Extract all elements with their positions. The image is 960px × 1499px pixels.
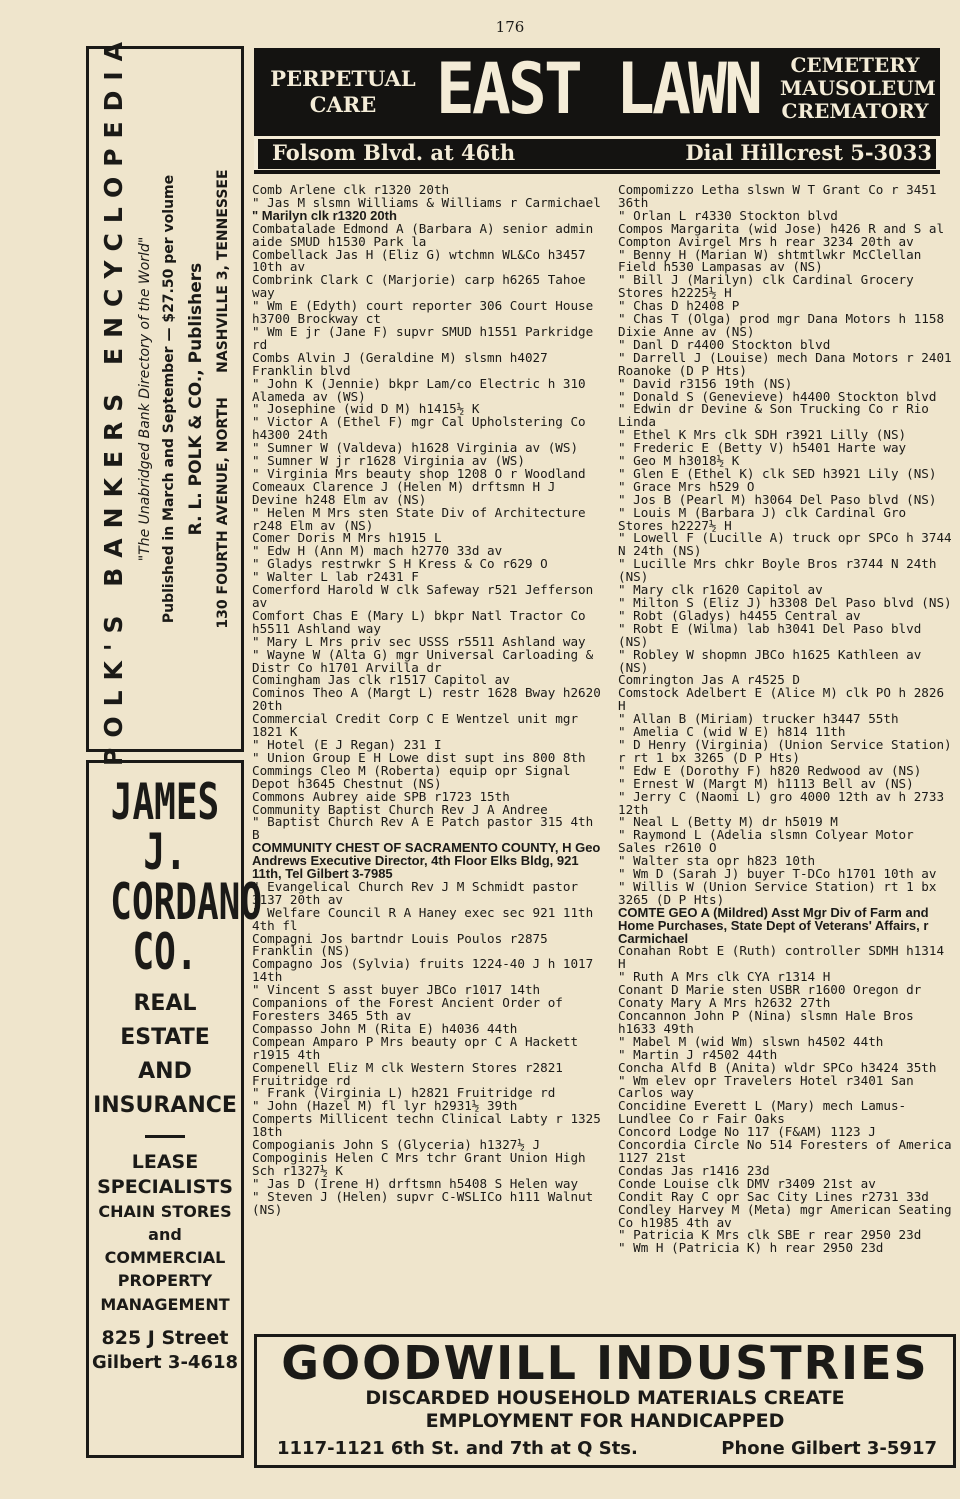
directory-entry-text: Condit Ray C opr Sac City Lines r2731 33d xyxy=(618,1188,929,1204)
directory-entry-text: Concidine Everett L (Mary) mech Lamus-Lundlee Co r Fair Oaks xyxy=(618,1098,907,1127)
directory-entry-text: Compton Avirgel Mrs h rear 3234 20th av xyxy=(618,233,914,249)
cordano-service-line: CHAIN STORES xyxy=(98,1201,232,1221)
directory-entry-text: Comeaux Clarence J (Helen M) drftsmn H J Devine h248 Elm av (NS) xyxy=(252,478,556,507)
polk-bankers-ad xyxy=(86,32,244,766)
directory-entry xyxy=(618,349,956,378)
cordano-name-line: J. xyxy=(143,823,187,881)
directory-entry xyxy=(252,220,608,249)
polk-ad-publisher: R. L. POLK & CO., Publishers xyxy=(186,262,207,536)
directory-entry-text: Compean Amparo P Mrs beauty opr C A Hackett r1915 4th xyxy=(252,1033,579,1062)
directory-entry xyxy=(618,1100,956,1126)
directory-entry xyxy=(618,736,956,765)
directory-entry xyxy=(252,713,608,739)
directory-entry-text: " Lowell F (Lucille A) truck opr SPCo h 3744 N 24th (NS) xyxy=(618,530,952,559)
goodwill-line1: DISCARDED HOUSEHOLD MATERIALS CREATE xyxy=(365,1387,845,1410)
cordano-service-line: PROPERTY xyxy=(117,1271,213,1291)
directory-entry xyxy=(618,313,956,339)
directory-entry xyxy=(618,184,956,210)
directory-entry xyxy=(252,1059,608,1088)
directory-entry-text: " Vincent S asst buyer JBCo r1017 14th xyxy=(252,982,541,998)
directory-entry xyxy=(252,349,608,378)
directory-entry xyxy=(618,246,956,275)
east-lawn-right-line: MAUSOLEUM xyxy=(780,76,936,100)
directory-entry xyxy=(252,375,608,404)
directory-entry-text: " Wm E jr (Jane F) supvr SMUD h1551 Parkridge rd xyxy=(252,323,594,352)
directory-entry-text: Compos Margarita (wid Jose) h426 R and S al xyxy=(618,220,945,236)
directory-entry xyxy=(252,607,608,636)
directory-entry-text: " Baptist Church Rev A E Patch pastor 315 4th B xyxy=(252,814,594,843)
directory-entry-text: " Martin J r4502 44th xyxy=(618,1046,778,1062)
directory-entry-text: " Lucille Mrs chkr Boyle Bros r3744 N 24th (NS) xyxy=(618,556,937,585)
directory-entry-text: Concordia Circle No 514 Foresters of America 1127 21st xyxy=(618,1137,952,1165)
directory-entry xyxy=(252,1149,608,1178)
directory-entry-text: " Steven J (Helen) supvr C-WSLICo h111 Walnut (NS) xyxy=(252,1188,594,1217)
directory-entry-text: " Welfare Council R A Haney exec sec 921 11th 4th fl xyxy=(252,904,594,933)
directory-entry xyxy=(618,788,956,817)
directory-column-right xyxy=(618,184,956,1255)
directory-entry-text: Compomizzo Letha slswn W T Grant Co r 3451 36th xyxy=(618,182,937,210)
directory-entry-text: " Patricia K Mrs clk SBE r rear 2950 23d xyxy=(618,1227,922,1243)
directory-entry xyxy=(618,403,956,429)
directory-entry-text: " Orlan L r4330 Stockton blvd xyxy=(618,207,838,223)
directory-entry-text: Cominos Theo A (Margt L) restr 1628 Bway h2620 20th xyxy=(252,685,601,714)
directory-entry-text: " Josephine (wid D M) h1415½ K xyxy=(252,401,480,417)
polk-ad-title: POLK'S BANKERS ENCYCLOPEDIA xyxy=(99,32,129,766)
east-lawn-left-line: PERPETUAL xyxy=(270,66,416,91)
directory-entry-text: Combatalade Edmond A (Barbara A) senior admin aide SMUD h1530 Park la xyxy=(252,220,594,249)
directory-entry-text: Combrink Clark C (Marjorie) carp h6265 Tahoe way xyxy=(252,272,586,301)
directory-entry xyxy=(618,687,956,713)
directory-entry-text: " Jas M slsmn Williams & Williams r Carmichael xyxy=(252,194,601,210)
directory-entry-text: " Wm H (Patricia K) h rear 2950 23d xyxy=(618,1240,884,1256)
goodwill-phone: Phone Gilbert 3-5917 xyxy=(721,1438,937,1459)
directory-entry xyxy=(252,997,608,1023)
directory-entry-text: " Willis W (Union Service Station) rt 1 bx 3265 (D P Hts) xyxy=(618,878,937,907)
directory-entry-text: Compagno Jos (Sylvia) fruits 1224-40 J h 1017 14th xyxy=(252,956,594,985)
directory-entry-text: " Gladys restrwkr S H Kress & Co r629 O xyxy=(252,556,548,572)
east-lawn-right-text xyxy=(780,53,936,123)
directory-entry xyxy=(618,1010,956,1036)
directory-entry-text: " John K (Jennie) bkpr Lam/co Electric h 310 Alameda av (WS) xyxy=(252,375,586,404)
directory-entry xyxy=(618,1072,956,1101)
cordano-address: 825 J Street xyxy=(101,1326,229,1349)
cordano-service-line: LEASE xyxy=(131,1151,199,1174)
directory-entry-text: " Edwin dr Devine & Son Trucking Co r Rio Linda xyxy=(618,401,929,430)
cordano-service-line: MANAGEMENT xyxy=(100,1294,230,1314)
cordano-divider xyxy=(145,1135,185,1138)
directory-entry xyxy=(618,646,956,675)
directory-entry xyxy=(252,323,608,352)
directory-entry xyxy=(618,1139,956,1165)
cordano-business-line: INSURANCE xyxy=(93,1093,237,1119)
cordano-business-line: ESTATE xyxy=(120,1025,210,1051)
directory-entry-text: Comb Arlene clk r1320 20th xyxy=(252,182,450,197)
directory-entry-text: Condley Harvey M (Meta) mgr American Seating Co h1985 4th av xyxy=(618,1201,952,1230)
directory-entry-text: " John (Hazel M) fl lyr h2931½ 39th xyxy=(252,1098,518,1114)
directory-entry xyxy=(252,687,608,713)
directory-entry-text: " Union Group E H Lowe dist supt ins 800 8th xyxy=(252,749,586,765)
directory-entry-text: Compenell Eliz M clk Western Stores r2821 Fruitridge rd xyxy=(252,1059,563,1088)
directory-entry-text: " Marilyn clk r1320 20th xyxy=(252,207,397,223)
directory-entry-text: Community Baptist Church Rev J A Andree xyxy=(252,801,548,817)
directory-entry-text: " Robt (Gladys) h4455 Central av xyxy=(618,607,861,623)
directory-entry-text: " Evangelical Church Rev J M Schmidt pastor 3137 20th av xyxy=(252,878,579,907)
directory-entry-text: Combellack Jas H (Eliz G) wtchmn WL&Co h3457 10th av xyxy=(252,246,586,275)
directory-entry xyxy=(252,842,608,881)
directory-entry-text: " Hotel (E J Regan) 231 I xyxy=(252,736,442,752)
east-lawn-address: Folsom Blvd. at 46th xyxy=(272,140,516,165)
goodwill-address: 1117-1121 6th St. and 7th at Q Sts. xyxy=(277,1438,638,1459)
directory-entry-text: " David r3156 19th (NS) xyxy=(618,375,793,391)
directory-entry-text: Compasso John M (Rita E) h4036 44th xyxy=(252,1020,518,1036)
directory-entry-text: " Chas T (Olga) prod mgr Dana Motors h 1158 Dixie Anne av (NS) xyxy=(618,311,945,339)
directory-entry-text: " Virginia Mrs beauty shop 1208 O r Woodland xyxy=(252,465,586,481)
directory-entry-text: " Mary L Mrs priv sec USSS r5511 Ashland way xyxy=(252,633,586,649)
directory-entry-text: Conaty Mary A Mrs h2632 27th xyxy=(618,995,831,1011)
east-lawn-left-text xyxy=(268,66,418,119)
east-lawn-ad xyxy=(254,48,940,174)
directory-entry-text: " Geo M h3018½ K xyxy=(618,453,740,469)
directory-entry-text: " Milton S (Eliz J) h3308 Del Paso blvd (NS) xyxy=(618,595,952,610)
goodwill-line2: EMPLOYMENT FOR HANDICAPPED xyxy=(425,1410,785,1433)
east-lawn-right-line: CEMETERY xyxy=(790,53,920,77)
directory-entry-text: COMTE GEO A (Mildred) Asst Mgr Div of Farm and Home Purchases, State Dept of Veterans' Affairs, r Carmichael xyxy=(618,904,929,946)
east-lawn-phone: Dial Hillcrest 5-3033 xyxy=(685,140,932,165)
polk-ad-publishing: Published in March and September — $27.50 per volume xyxy=(161,174,178,624)
directory-entry-text: Comstock Adelbert E (Alice M) clk PO h 2826 H xyxy=(618,685,945,714)
directory-entry xyxy=(618,1201,956,1230)
directory-entry-text: " Louis M (Barbara J) clk Cardinal Gro Stores h2227½ H xyxy=(618,504,907,533)
directory-entry-text: " Amelia C (wid W E) h814 11th xyxy=(618,724,846,740)
directory-entry-text: " Ruth A Mrs clk CYA r1314 H xyxy=(618,969,831,985)
directory-entry xyxy=(618,1242,956,1255)
directory-entry-text: " Glen E (Ethel K) clk SED h3921 Lily (NS) xyxy=(618,465,937,481)
cordano-service-line: and xyxy=(148,1224,182,1244)
directory-entry xyxy=(618,878,956,907)
cordano-name-line: JAMES xyxy=(110,773,220,831)
cordano-phone: Gilbert 3-4618 xyxy=(91,1352,239,1374)
cordano-business-line: AND xyxy=(138,1059,192,1085)
directory-entry-text: " Jos B (Pearl M) h3064 Del Paso blvd (NS) xyxy=(618,491,937,507)
cordano-ad xyxy=(86,760,262,1458)
directory-entry-text: " Victor A (Ethel F) mgr Cal Upholstering Co h4300 24th xyxy=(252,414,586,443)
east-lawn-title: EAST LAWN xyxy=(436,48,761,130)
directory-entry xyxy=(252,1113,608,1139)
directory-entry-text: " Chas D h2408 P xyxy=(618,298,740,314)
directory-entry-text: " Grace Mrs h529 O xyxy=(618,478,755,494)
directory-entry xyxy=(618,504,956,533)
directory-entry-text: Comer Doris M Mrs h1915 L xyxy=(252,530,442,546)
directory-entry xyxy=(252,958,608,984)
directory-entry xyxy=(252,416,608,442)
goodwill-title: GOODWILL INDUSTRIES xyxy=(281,1336,929,1390)
directory-entry-text: " Jerry C (Naomi L) gro 4000 12th av h 2733 12th xyxy=(618,788,945,817)
directory-entry-text: Conahan Robt E (Ruth) controller SDMH h1314 H xyxy=(618,943,945,972)
directory-entry xyxy=(618,620,956,649)
directory-entry xyxy=(252,646,608,675)
directory-entry-text: " Walter L lab r2431 F xyxy=(252,569,419,585)
directory-entry-text: " Benny H (Marian W) shtmtlwkr McClellan Field h530 Lampasas av (NS) xyxy=(618,246,922,275)
directory-entry-text: " Walter sta opr h823 10th xyxy=(618,853,816,869)
directory-entry xyxy=(252,478,608,507)
directory-entry-text: Commons Aubrey aide SPB r1723 15th xyxy=(252,788,510,804)
directory-entry xyxy=(252,904,608,933)
directory-entry-text: " Sumner W jr r1628 Virginia av (WS) xyxy=(252,453,525,469)
directory-entry-text: " Wm D (Sarah J) buyer T-DCo h1701 10th av xyxy=(618,866,937,882)
directory-entry xyxy=(252,584,608,610)
page-number: 176 xyxy=(495,18,525,36)
directory-entry xyxy=(618,532,956,558)
directory-entry-text: " Robt E (Wilma) lab h3041 Del Paso blvd (NS) xyxy=(618,620,922,649)
directory-entry-text: Companions of the Forest Ancient Order of Foresters 3465 5th av xyxy=(252,995,563,1023)
directory-entry-text: " Mary clk r1620 Capitol av xyxy=(618,582,823,598)
goodwill-ad xyxy=(254,1334,956,1468)
directory-entry xyxy=(252,930,608,959)
directory-entry-text: " Wm elev opr Travelers Hotel r3401 San Carlos way xyxy=(618,1072,914,1101)
directory-entry-text: " Donald S (Genevieve) h4400 Stockton blvd xyxy=(618,388,937,404)
directory-entry xyxy=(618,829,956,855)
directory-entry-text: " Raymond L (Adelia slsmn Colyear Motor Sales r2610 O xyxy=(618,827,914,856)
directory-entry-text: Commings Cleo M (Roberta) equip opr Signal Depot h3645 Chestnut (NS) xyxy=(252,762,571,791)
directory-entry-text: " Frederic E (Betty V) h5401 Harte way xyxy=(618,440,907,456)
cordano-business-line: REAL xyxy=(133,991,197,1016)
directory-entry xyxy=(252,300,608,326)
directory-entry xyxy=(252,274,608,300)
directory-entry xyxy=(252,1033,608,1062)
directory-entry-text: Compoginis Helen C Mrs tchr Grant Union High Sch r1327½ K xyxy=(252,1149,586,1178)
directory-entry-text: " Helen M Mrs sten State Div of Architecture r248 Elm av (NS) xyxy=(252,504,586,533)
directory-entry xyxy=(252,878,608,907)
directory-entry-text: Comrington Jas A r4525 D xyxy=(618,672,800,688)
directory-entry-text: Compagni Jos bartndr Louis Poulos r2875 Franklin (NS) xyxy=(252,930,548,959)
directory-entry-text: " Ethel K Mrs clk SDH r3921 Lilly (NS) xyxy=(618,427,907,443)
directory-entry-text: Concord Lodge No 117 (F&AM) 1123 J xyxy=(618,1124,876,1140)
directory-entry-text: " Edw H (Ann M) mach h2770 33d av xyxy=(252,543,503,559)
directory-entry-text: " Frank (Virginia L) h2821 Fruitridge rd xyxy=(252,1085,556,1101)
directory-entry xyxy=(252,504,608,533)
directory-entry-text: " Allan B (Miriam) trucker h3447 55th xyxy=(618,711,899,727)
directory-entry-text: " D Henry (Virginia) (Union Service Station) r rt 1 bx 3265 (D P Hts) xyxy=(618,736,952,765)
directory-entry xyxy=(618,945,956,971)
directory-entry xyxy=(252,246,608,275)
directory-entry-text: Comfort Chas E (Mary L) bkpr Natl Tractor Co h5511 Ashland way xyxy=(252,607,586,636)
directory-entry xyxy=(618,274,956,300)
directory-entry-text: Condas Jas r1416 23d xyxy=(618,1162,770,1178)
directory-entry xyxy=(252,762,608,791)
directory-entry-text: COMMUNITY CHEST OF SACRAMENTO COUNTY, H Geo Andrews Executive Director, 4th Floor Elks Bldg, 921 11th, Tel Gilbert 3-7985 xyxy=(252,840,601,882)
directory-entry-text: Conant D Marie sten USBR r1600 Oregon dr xyxy=(618,982,922,998)
directory-entry-text: Concannon John P (Nina) slsmn Hale Bros h1633 49th xyxy=(618,1008,914,1036)
directory-entry-text: " Bill J (Marilyn) clk Cardinal Grocery Stores h2225½ H xyxy=(618,272,914,301)
directory-entry-text: Conde Louise clk DMV r3409 21st av xyxy=(618,1175,876,1191)
directory-entry-text: " Wayne W (Alta G) mgr Universal Carloading & Distr Co h1701 Arvilla dr xyxy=(252,646,594,675)
directory-entry-text: Compogianis John S (Glyceria) h1327½ J xyxy=(252,1137,541,1153)
directory-entry-text: " Robley W shopmn JBCo h1625 Kathleen av (NS) xyxy=(618,646,922,675)
directory-entry-text: Commercial Credit Corp C E Wentzel unit mgr 1821 K xyxy=(252,711,579,740)
east-lawn-right-line: CREMATORY xyxy=(781,99,929,123)
cordano-name-line: CORDANO xyxy=(110,873,262,931)
directory-entry-text: " Neal L (Betty M) dr h5019 M xyxy=(618,814,838,830)
cordano-service-line: SPECIALISTS xyxy=(97,1176,233,1199)
directory-column-left xyxy=(252,184,608,1217)
directory-entry-text: Comingham Jas clk r1517 Capitol av xyxy=(252,672,510,688)
directory-entry-text: " Mabel M (wid Wm) slswn h4502 44th xyxy=(618,1033,884,1049)
directory-entry xyxy=(618,904,956,946)
directory-entry-text: " Jas D (Irene H) drftsmn h5408 S Helen way xyxy=(252,1175,579,1191)
directory-entry-text: Combs Alvin J (Geraldine M) slsmn h4027 Franklin blvd xyxy=(252,349,548,378)
directory-entry-text: Comerford Harold W clk Safeway r521 Jefferson av xyxy=(252,582,594,610)
directory-entry-text: " Darrell J (Louise) mech Dana Motors r 2401 Roanoke (D P Hts) xyxy=(618,349,952,378)
polk-ad-address: 130 FOURTH AVENUE, NORTH NASHVILLE 3, TENNESSEE xyxy=(214,169,231,629)
east-lawn-left-line: CARE xyxy=(309,92,377,118)
directory-entry-text: " Edw E (Dorothy F) h820 Redwood av (NS) xyxy=(618,762,922,778)
directory-entry xyxy=(252,816,608,842)
directory-entry-text: " Sumner W (Valdeva) h1628 Virginia av (WS) xyxy=(252,440,579,456)
directory-entry-text: Comperts Millicent techn Clinical Labty r 1325 18th xyxy=(252,1111,601,1140)
directory-entry xyxy=(618,558,956,584)
polk-ad-subtitle: "The Unabridged Bank Directory of the World" xyxy=(136,236,153,562)
directory-entry-text: " Danl D r4400 Stockton blvd xyxy=(618,336,831,352)
directory-entry-text: " Ernest W (Margt M) h1113 Bell av (NS) xyxy=(618,775,914,791)
directory-entry-text: " Wm E (Edyth) court reporter 306 Court House h3700 Brockway ct xyxy=(252,298,594,327)
cordano-name-line: CO. xyxy=(132,923,198,981)
directory-entry xyxy=(252,1188,608,1217)
directory-entry-text: Concha Alfd B (Anita) wldr SPCo h3424 35th xyxy=(618,1059,937,1075)
cordano-service-line: COMMERCIAL xyxy=(104,1248,226,1268)
